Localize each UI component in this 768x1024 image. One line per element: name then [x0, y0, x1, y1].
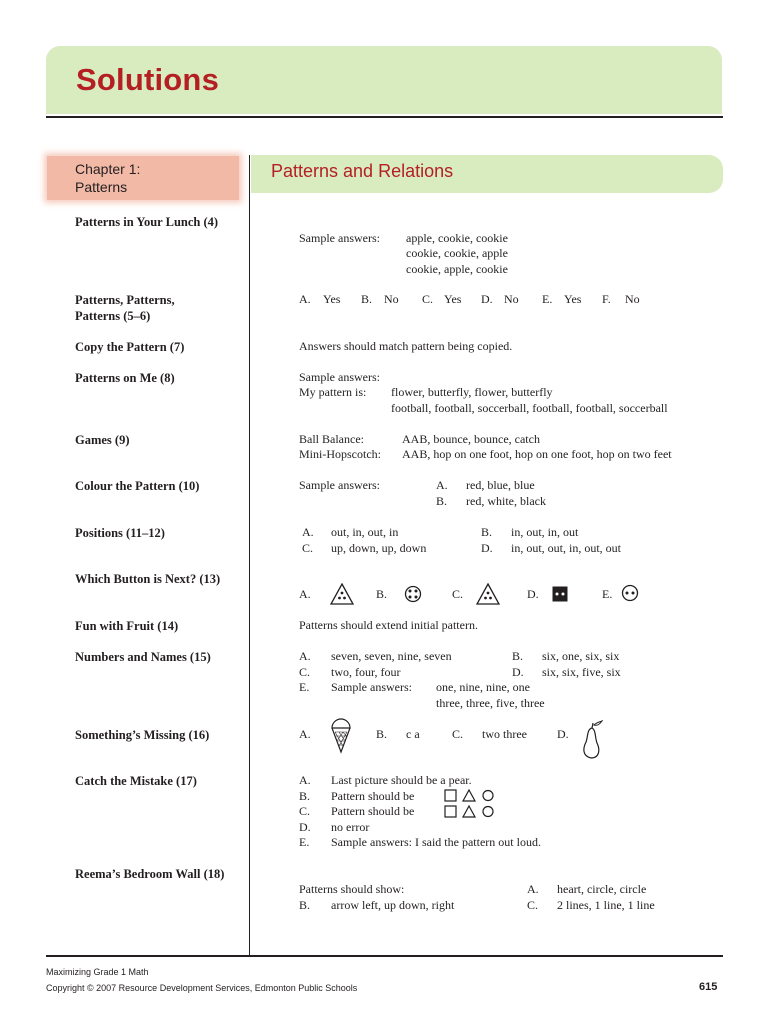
- mistake-letter-c: C.: [299, 804, 311, 818]
- numbers-letter-a: A.: [299, 649, 311, 663]
- lunch-line-3: cookie, apple, cookie: [406, 262, 508, 276]
- me-line-2: flower, butterfly, flower, butterfly: [391, 385, 553, 399]
- activity-label-positions: Positions (11–12): [75, 526, 165, 540]
- button-letter-c: C.: [452, 587, 464, 601]
- reema-answer-b: arrow left, up down, right: [331, 898, 455, 912]
- page-number: 615: [699, 981, 718, 993]
- button-letter-b: B.: [376, 587, 388, 601]
- ppp-answer-f: No: [625, 292, 640, 306]
- positions-letter-b: B.: [481, 525, 493, 539]
- colour-letter-a: A.: [436, 478, 448, 492]
- numbers-letter-d: D.: [512, 665, 524, 679]
- positions-answer-d: in, out, out, in, out, out: [511, 541, 622, 555]
- ice-cream-cone-icon: [330, 716, 352, 754]
- page-title: Solutions: [76, 62, 220, 97]
- solutions-header: [46, 46, 722, 114]
- positions-answer-a: out, in, out, in: [331, 525, 399, 539]
- top-rule: [46, 116, 723, 118]
- chapter-heading: [47, 156, 239, 200]
- chapter-title: Chapter 1: Patterns: [75, 161, 141, 195]
- activity-label-games: Games (9): [75, 433, 130, 447]
- four-hole-button-icon: [404, 585, 422, 603]
- missing-letter-c: C.: [452, 727, 464, 741]
- missing-answer-c: two three: [482, 727, 527, 741]
- reema-intro: Patterns should show:: [299, 882, 405, 896]
- missing-letter-b: B.: [376, 727, 388, 741]
- mistake-letter-d: D.: [299, 820, 311, 834]
- activity-label-copy: Copy the Pattern (7): [75, 340, 185, 354]
- games-answer-1: AAB, bounce, bounce, catch: [402, 432, 540, 446]
- button-letter-e: E.: [602, 587, 613, 601]
- ppp-answer-c: Yes: [444, 292, 462, 306]
- reema-letter-b: B.: [299, 898, 311, 912]
- ppp-letter-f: F.: [602, 292, 611, 306]
- button-letter-a: A.: [299, 587, 311, 601]
- numbers-answer-b: six, one, six, six: [542, 649, 620, 663]
- numbers-letter-c: C.: [299, 665, 311, 679]
- activity-label-numbers: Numbers and Names (15): [75, 650, 211, 664]
- numbers-answer-d: six, six, five, six: [542, 665, 621, 679]
- ppp-letter-e: E.: [542, 292, 553, 306]
- activity-label-reema: Reema’s Bedroom Wall (18): [75, 867, 225, 881]
- activity-label-lunch: Patterns in Your Lunch (4): [75, 215, 219, 229]
- section-title: Patterns and Relations: [271, 161, 454, 181]
- ppp-letter-d: D.: [481, 292, 493, 306]
- mistake-answer-d: no error: [331, 820, 370, 834]
- button-letter-d: D.: [527, 587, 539, 601]
- reema-letter-c: C.: [527, 898, 539, 912]
- ppp-letter-b: B.: [361, 292, 373, 306]
- activity-label-missing: Something’s Missing (16): [75, 728, 210, 742]
- activity-label-mistake: Catch the Mistake (17): [75, 774, 197, 788]
- square-button-icon: [552, 586, 568, 602]
- triangle-button-icon-2: [476, 583, 500, 605]
- colour-answer-b: red, white, black: [466, 494, 546, 508]
- ppp-letter-c: C.: [422, 292, 434, 306]
- me-prefix: My pattern is:: [299, 385, 367, 399]
- numbers-e-line-1: one, nine, nine, one: [436, 680, 530, 694]
- mistake-letter-e: E.: [299, 835, 310, 849]
- games-answer-2: AAB, hop on one foot, hop on one foot, hop on two feet: [402, 447, 672, 461]
- mistake-letter-a: A.: [299, 773, 311, 787]
- games-name-1: Ball Balance:: [299, 432, 364, 446]
- ppp-answer-a: Yes: [323, 292, 341, 306]
- missing-letter-d: D.: [557, 727, 569, 741]
- positions-letter-a: A.: [302, 525, 314, 539]
- numbers-letter-b: B.: [512, 649, 524, 663]
- games-name-2: Mini-Hopscotch:: [299, 447, 381, 461]
- bottom-rule: [46, 955, 723, 957]
- activity-label-fruit: Fun with Fruit (14): [75, 619, 179, 633]
- positions-answer-c: up, down, up, down: [331, 541, 427, 555]
- copy-answer: Answers should match pattern being copied.: [299, 339, 513, 353]
- activity-label-button: Which Button is Next? (13): [75, 572, 221, 586]
- square-triangle-circle-icon-2: [444, 805, 496, 818]
- positions-letter-d: D.: [481, 541, 493, 555]
- ppp-answer-e: Yes: [564, 292, 582, 306]
- activity-label-ppp: Patterns, Patterns, Patterns (5–6): [75, 293, 175, 323]
- ppp-answer-b: No: [384, 292, 399, 306]
- me-line-1: Sample answers:: [299, 370, 380, 384]
- fruit-answer: Patterns should extend initial pattern.: [299, 618, 478, 632]
- missing-answer-b: c a: [406, 727, 420, 741]
- lunch-line-1: apple, cookie, cookie: [406, 231, 508, 245]
- ppp-letter-a: A.: [299, 292, 311, 306]
- two-hole-button-icon: [621, 584, 639, 602]
- numbers-letter-e: E.: [299, 680, 310, 694]
- ppp-answer-d: No: [504, 292, 519, 306]
- pear-icon: [578, 720, 604, 760]
- activity-label-colour: Colour the Pattern (10): [75, 479, 200, 493]
- positions-answer-b: in, out, in, out: [511, 525, 579, 539]
- footer-copyright: Copyright © 2007 Resource Development Services, Edmonton Public Schools: [46, 983, 358, 993]
- numbers-e-prefix: Sample answers:: [331, 680, 412, 694]
- colour-letter-b: B.: [436, 494, 448, 508]
- colour-answer-a: red, blue, blue: [466, 478, 535, 492]
- square-triangle-circle-icon: [444, 789, 496, 802]
- reema-letter-a: A.: [527, 882, 539, 896]
- section-heading: [251, 155, 723, 193]
- colour-prefix: Sample answers:: [299, 478, 380, 492]
- triangle-button-icon: [330, 583, 354, 605]
- mistake-letter-b: B.: [299, 789, 311, 803]
- footer-book-title: Maximizing Grade 1 Math: [46, 967, 149, 977]
- mistake-answer-e: Sample answers: I said the pattern out loud.: [331, 835, 541, 849]
- numbers-answer-a: seven, seven, nine, seven: [331, 649, 452, 663]
- positions-letter-c: C.: [302, 541, 314, 555]
- missing-letter-a: A.: [299, 727, 311, 741]
- mistake-answer-c: Pattern should be: [331, 804, 415, 818]
- column-divider: [249, 155, 250, 955]
- lunch-line-2: cookie, cookie, apple: [406, 246, 508, 260]
- numbers-answer-c: two, four, four: [331, 665, 401, 679]
- numbers-e-line-2: three, three, five, three: [436, 696, 545, 710]
- mistake-answer-a: Last picture should be a pear.: [331, 773, 472, 787]
- reema-answer-a: heart, circle, circle: [557, 882, 647, 896]
- mistake-answer-b: Pattern should be: [331, 789, 415, 803]
- activity-label-me: Patterns on Me (8): [75, 371, 175, 385]
- me-line-3: football, football, soccerball, football, football, soccerball: [391, 401, 668, 415]
- lunch-prefix: Sample answers:: [299, 231, 380, 245]
- reema-answer-c: 2 lines, 1 line, 1 line: [557, 898, 655, 912]
